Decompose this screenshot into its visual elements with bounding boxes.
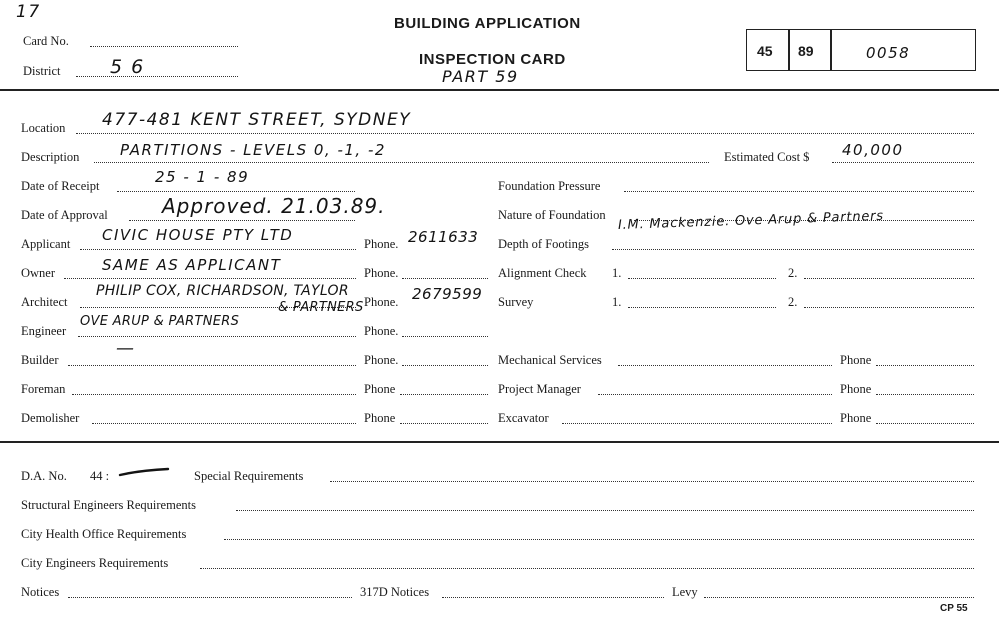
- foreman-phone-field[interactable]: [400, 394, 488, 395]
- owner-phone-field[interactable]: [402, 278, 488, 279]
- date-of-approval-value: Approved. 21.03.89.: [162, 194, 386, 218]
- architect-phone-value: 2679599: [412, 285, 483, 303]
- engineer-field[interactable]: [78, 336, 356, 337]
- applicant-value: CIVIC HOUSE PTY LTD: [102, 226, 294, 244]
- special-requirements-field[interactable]: [330, 481, 974, 482]
- architect-value-cont: & PARTNERS: [278, 300, 364, 315]
- city-health-label: City Health Office Requirements: [21, 527, 187, 541]
- applicant-phone-label: Phone.: [364, 237, 399, 251]
- special-requirements-label: Special Requirements: [194, 469, 304, 483]
- survey-2-label: 2.: [788, 295, 798, 309]
- estimated-cost-value: 40,000: [842, 141, 904, 159]
- engineer-value: OVE ARUP & PARTNERS: [80, 314, 240, 329]
- card-no-label: Card No.: [23, 34, 69, 48]
- project-manager-phone-field[interactable]: [876, 394, 974, 395]
- nature-of-foundation-value: I.M. Mackenzie. Ove Arup & Partners: [617, 208, 885, 233]
- depth-of-footings-label: Depth of Footings: [498, 237, 589, 251]
- da-no-value: 44 :: [90, 469, 110, 483]
- mechanical-services-field[interactable]: [618, 365, 832, 366]
- mechanical-services-phone-label: Phone: [840, 353, 872, 367]
- location-value: 477-481 KENT STREET, SYDNEY: [102, 110, 412, 130]
- card-number-mark: 17: [16, 2, 41, 22]
- architect-value: PHILIP COX, RICHARDSON, TAYLOR: [96, 283, 349, 299]
- da-no-label: D.A. No.: [21, 469, 67, 483]
- levy-field[interactable]: [704, 597, 974, 598]
- date-of-receipt-field[interactable]: [117, 191, 355, 192]
- middle-divider: [0, 441, 999, 443]
- card-ref-89: 89: [798, 43, 814, 59]
- estimated-cost-label: Estimated Cost $: [724, 150, 810, 164]
- owner-label: Owner: [21, 266, 56, 280]
- notices-label: Notices: [21, 585, 60, 599]
- owner-value: SAME AS APPLICANT: [102, 256, 282, 274]
- structural-engineers-field[interactable]: [236, 510, 974, 511]
- city-engineers-field[interactable]: [200, 568, 974, 569]
- engineer-phone-field[interactable]: [402, 336, 488, 337]
- project-manager-label: Project Manager: [498, 382, 581, 396]
- project-manager-phone-label: Phone: [840, 382, 872, 396]
- foreman-phone-label: Phone: [364, 382, 396, 396]
- notices-317d-label: 317D Notices: [360, 585, 430, 599]
- architect-phone-label: Phone.: [364, 295, 399, 309]
- builder-phone-field[interactable]: [402, 365, 488, 366]
- alignment-check-2-field[interactable]: [804, 278, 974, 279]
- builder-field[interactable]: [68, 365, 356, 366]
- excavator-phone-label: Phone: [840, 411, 872, 425]
- applicant-phone-value: 2611633: [408, 228, 479, 246]
- excavator-label: Excavator: [498, 411, 549, 425]
- notices-317d-field[interactable]: [442, 597, 664, 598]
- foundation-pressure-field[interactable]: [624, 191, 974, 192]
- date-of-approval-field[interactable]: [129, 220, 355, 221]
- demolisher-phone-field[interactable]: [400, 423, 488, 424]
- date-of-approval-label: Date of Approval: [21, 208, 108, 222]
- demolisher-label: Demolisher: [21, 411, 80, 425]
- applicant-field[interactable]: [80, 249, 356, 250]
- alignment-check-1-label: 1.: [612, 266, 622, 280]
- date-of-receipt-value: 25 - 1 - 89: [155, 168, 250, 186]
- builder-value: —: [116, 338, 136, 359]
- excavator-phone-field[interactable]: [876, 423, 974, 424]
- location-label: Location: [21, 121, 66, 135]
- description-label: Description: [21, 150, 80, 164]
- district-value: 5 6: [110, 56, 145, 78]
- builder-label: Builder: [21, 353, 59, 367]
- foundation-pressure-label: Foundation Pressure: [498, 179, 601, 193]
- mechanical-services-phone-field[interactable]: [876, 365, 974, 366]
- estimated-cost-field[interactable]: [832, 162, 974, 163]
- demolisher-phone-label: Phone: [364, 411, 396, 425]
- form-title-line1: BUILDING APPLICATION: [394, 15, 581, 32]
- location-field[interactable]: [76, 133, 974, 134]
- builder-phone-label: Phone.: [364, 353, 399, 367]
- engineer-phone-label: Phone.: [364, 324, 399, 338]
- alignment-check-2-label: 2.: [788, 266, 798, 280]
- form-code: CP 55: [940, 603, 968, 614]
- top-divider: [0, 89, 999, 91]
- city-health-field[interactable]: [224, 539, 974, 540]
- card-ref-45: 45: [757, 43, 773, 59]
- depth-of-footings-field[interactable]: [612, 249, 974, 250]
- date-of-receipt-label: Date of Receipt: [21, 179, 100, 193]
- da-no-handwritten-dash: [118, 466, 170, 478]
- district-label: District: [23, 64, 61, 78]
- city-engineers-label: City Engineers Requirements: [21, 556, 169, 570]
- alignment-check-label: Alignment Check: [498, 266, 587, 280]
- nature-of-foundation-label: Nature of Foundation: [498, 208, 606, 222]
- card-ref-0058: 0058: [866, 44, 911, 62]
- owner-phone-label: Phone.: [364, 266, 399, 280]
- card-no-field[interactable]: [90, 46, 238, 47]
- excavator-field[interactable]: [562, 423, 832, 424]
- survey-2-field[interactable]: [804, 307, 974, 308]
- notices-field[interactable]: [68, 597, 352, 598]
- demolisher-field[interactable]: [92, 423, 356, 424]
- foreman-label: Foreman: [21, 382, 66, 396]
- applicant-label: Applicant: [21, 237, 71, 251]
- architect-label: Architect: [21, 295, 68, 309]
- description-field[interactable]: [94, 162, 709, 163]
- description-value: PARTITIONS - LEVELS 0, -1, -2: [120, 141, 386, 159]
- survey-label: Survey: [498, 295, 534, 309]
- structural-engineers-label: Structural Engineers Requirements: [21, 498, 196, 512]
- owner-field[interactable]: [64, 278, 356, 279]
- mechanical-services-label: Mechanical Services: [498, 353, 602, 367]
- levy-label: Levy: [672, 585, 698, 599]
- form-title-line2: INSPECTION CARD: [419, 51, 566, 68]
- district-field[interactable]: [76, 76, 238, 77]
- project-manager-field[interactable]: [598, 394, 832, 395]
- foreman-field[interactable]: [72, 394, 356, 395]
- engineer-label: Engineer: [21, 324, 67, 338]
- survey-1-field[interactable]: [628, 307, 776, 308]
- survey-1-label: 1.: [612, 295, 622, 309]
- form-title-handwritten: PART 59: [442, 67, 519, 86]
- alignment-check-1-field[interactable]: [628, 278, 776, 279]
